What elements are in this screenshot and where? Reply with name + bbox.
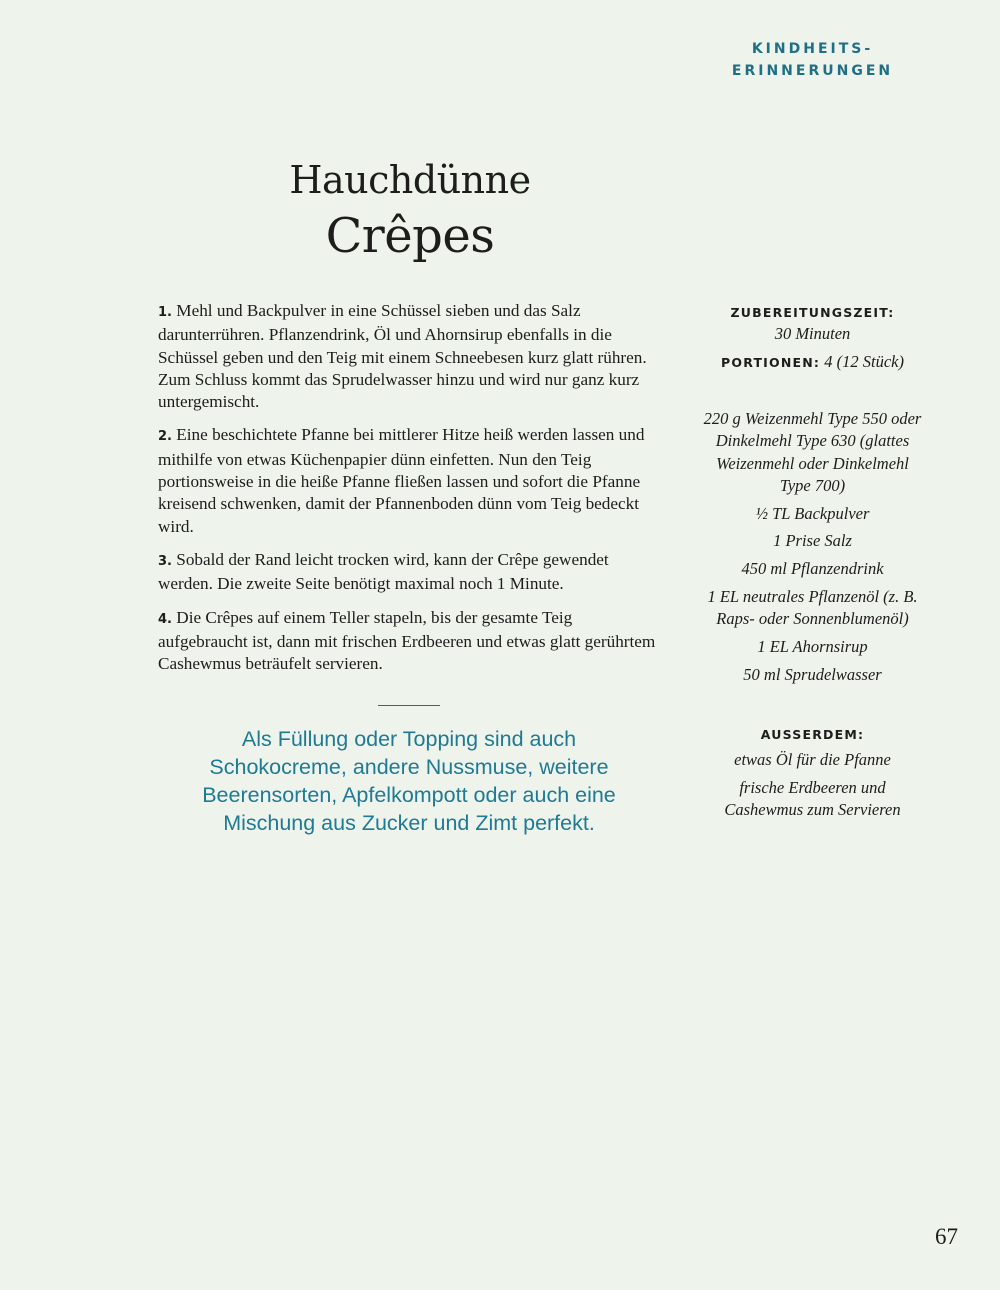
extra-item: frische Erdbeeren und Cashewmus zum Servieren xyxy=(724,778,901,820)
tip-text: Als Füllung oder Topping sind auch Schokocreme, andere Nussmuse, weitere Beerensorten, Apfelkompott oder auch eine Mischung aus Zucker und Zimt perfekt. xyxy=(202,727,616,835)
recipe-title-line-1: Hauchdünne xyxy=(289,158,531,202)
ingredient-list xyxy=(700,408,925,686)
ingredient-item: 1 Prise Salz xyxy=(773,531,852,551)
step-number: 1. xyxy=(158,305,172,320)
tip-divider xyxy=(378,705,440,706)
ingredient-item: 50 ml Sprudelwasser xyxy=(743,664,882,684)
section-tag xyxy=(700,38,925,82)
prep-time-label: ZUBEREITUNGSZEIT: xyxy=(730,305,895,320)
step-number: 3. xyxy=(158,553,172,569)
step-text: Eine beschichtete Pfanne bei mittlerer Hitze heiß werden lassen und mithilfe von etwas Küchenpapier dünn einfetten. Nun den Teig portionsweise in die heiße Pfanne fließen lassen und sofort die Pfanne kreisend schwenken, damit der Pfannenboden dünn vom Teig bedeckt wird. xyxy=(158,425,645,536)
portions-label: PORTIONEN: xyxy=(721,355,821,370)
extras-label: AUSSERDEM: xyxy=(760,727,865,743)
ingredient-item: 1 EL neutrales Pflanzenöl (z. B. Raps- oder Sonnenblumenöl) xyxy=(707,587,918,629)
ingredient-item: ½ TL Backpulver xyxy=(755,503,870,523)
portions-value: 4 (12 Stück) xyxy=(824,352,904,371)
prep-time-value: 30 Minuten xyxy=(774,324,851,343)
extra-item: etwas Öl für die Pfanne xyxy=(734,750,891,770)
step-number: 4. xyxy=(158,611,172,627)
step-4 xyxy=(158,607,663,676)
instruction-steps xyxy=(158,300,663,686)
portions xyxy=(700,351,925,374)
step-text: Sobald der Rand leicht trocken wird, kann der Crêpe gewendet werden. Die zweite Seite benötigt maximal noch 1 Minute. xyxy=(158,549,609,594)
recipe-title-line-2: Crêpes xyxy=(325,208,495,264)
step-text: Mehl und Backpulver in eine Schüssel sieben und das Salz darunterrühren. Pflanzendrink, Öl und Ahornsirup ebenfalls in die Schüssel geben und den Teig mit einem Schneebesen kurz glatt rühren. Zum Schluss kommt das Sprudelwasser hinzu und wird nur ganz kurz untergemischt. xyxy=(158,301,647,412)
recipe-sidebar xyxy=(700,303,925,827)
ingredient-item: 1 EL Ahornsirup xyxy=(757,637,868,657)
recipe-title xyxy=(160,155,660,267)
page-number: 67 xyxy=(935,1224,958,1249)
section-tag-line-2: ERINNERUNGEN xyxy=(731,63,894,79)
extras-list xyxy=(700,749,925,821)
ingredient-item: 220 g Weizenmehl Type 550 oder Dinkelmehl Type 630 (glattes Weizenmehl oder Dinkelmehl Type 700) xyxy=(703,409,922,495)
section-tag-line-1: KINDHEITS- xyxy=(751,41,874,57)
step-3 xyxy=(158,549,663,596)
ingredient-item: 450 ml Pflanzendrink xyxy=(741,559,884,579)
step-1 xyxy=(158,300,663,413)
step-number: 2. xyxy=(158,429,172,445)
step-text: Die Crêpes auf einem Teller stapeln, bis der gesamte Teig aufgebraucht ist, dann mit frischen Erdbeeren und etwas glatt gerührtem Cashewmus beträufelt servieren. xyxy=(158,607,656,674)
step-2 xyxy=(158,424,663,537)
